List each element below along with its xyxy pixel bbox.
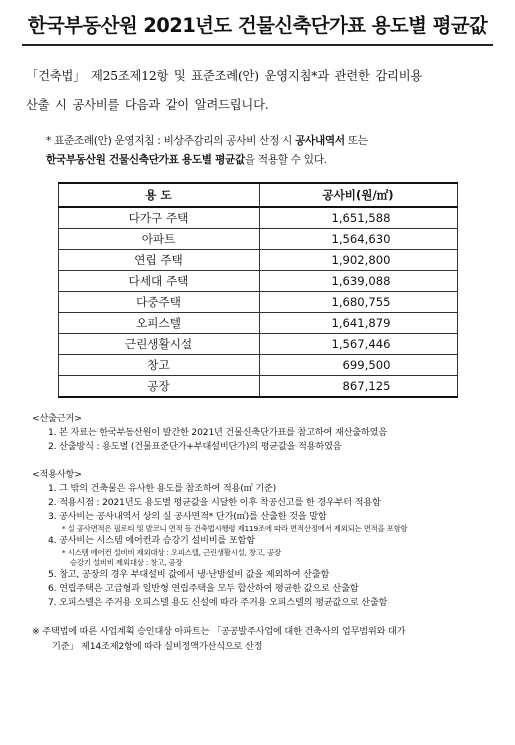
application-item: 7. 오피스텔은 주거용 오피스텔 용도 신설에 따라 주거용 오피스텔의 평균값으로 산출함 <box>48 597 388 608</box>
application-subnote: 승강기 설비비 제외대상 : 창고, 공장 <box>70 558 183 567</box>
usage-cell: 오피스텔 <box>58 313 259 334</box>
usage-cell: 공장 <box>58 376 259 398</box>
application-item: 3. 공사비는 공사내역서 상의 실 공사면적* 단가(㎡)를 산출한 것을 말함 <box>48 511 327 522</box>
basis-item: 2. 산출방식 : 용도별 (건물표준단가+부대설비단가)의 평균값을 적용하였음 <box>48 441 342 452</box>
usage-cell: 아파트 <box>58 229 259 250</box>
note-text-3: 을 적용할 수 있다. <box>244 154 327 166</box>
footnote-line-1: ※ 주택법에 따른 사업계획 승인대상 아파트는 「공공발주사업에 대한 건축사의 업무범위와 대가 <box>32 626 406 637</box>
cost-cell: 1,567,446 <box>259 334 457 355</box>
intro-line-2: 산출 시 공사비를 다음과 같이 알려드립니다. <box>26 98 269 112</box>
table-row <box>58 229 457 250</box>
table-row <box>58 313 457 334</box>
table-row <box>58 250 457 271</box>
basis-title: <산출근거> <box>32 413 82 424</box>
cost-cell: 699,500 <box>259 355 457 376</box>
usage-cell: 연립 주택 <box>58 250 259 271</box>
usage-cell: 다중주택 <box>58 292 259 313</box>
note-bold-2: 한국부동산원 건물신축단가표 용도별 평균값 <box>46 154 245 166</box>
table-row <box>58 292 457 313</box>
header-cost: 공사비(원/㎡) <box>259 183 457 207</box>
footnote <box>22 624 493 654</box>
basis-item: 1. 본 자료는 한국부동산원이 발간한 2021년 건물신축단가표를 참고하여 재산출하였음 <box>48 427 387 438</box>
table-header-row <box>58 183 457 207</box>
usage-cell: 다세대 주택 <box>58 271 259 292</box>
basis-section <box>22 412 493 454</box>
application-item: 1. 그 밖의 건축물은 유사한 용도를 참조하여 적용(㎡ 기준) <box>48 483 277 494</box>
cost-cell: 1,639,088 <box>259 271 457 292</box>
cost-cell: 1,651,588 <box>259 207 457 229</box>
usage-cell: 창고 <box>58 355 259 376</box>
footnote-line-2: 기준」 제14조제2항에 따라 실비정액가산식으로 산정 <box>52 641 263 652</box>
guideline-note <box>22 132 493 170</box>
header-usage: 용 도 <box>58 183 259 207</box>
table-row <box>58 207 457 229</box>
note-text-1: 표준조례(안) 운영지침 : 비상주감리의 공사비 산정 시 <box>54 135 296 147</box>
intro-line-1: 「건축법」 제25조제12항 및 표준조례(안) 운영지침*과 관련한 감리비용 <box>26 69 423 83</box>
application-subnote: * 실 공사면적은 필로티 및 발코니 면적 등 건축법시행령 제119조에 따라 면적산정에서 제외되는 면적을 포함함 <box>62 524 408 533</box>
cost-cell: 1,641,879 <box>259 313 457 334</box>
usage-cell: 근린생활시설 <box>58 334 259 355</box>
table-row <box>58 271 457 292</box>
usage-cell: 다가구 주택 <box>58 207 259 229</box>
cost-cell: 1,902,800 <box>259 250 457 271</box>
application-section <box>22 468 493 610</box>
application-item: 5. 창고, 공장의 경우 부대설비 값에서 냉·난방설비 값을 제외하여 산출함 <box>48 569 330 580</box>
construction-cost-table <box>58 182 458 398</box>
application-title: <적용사항> <box>32 469 82 480</box>
application-item: 2. 적용시점 : 2021년도 용도별 평균값을 시달한 이후 착공신고를 한 경우부터 적용함 <box>48 497 381 508</box>
application-item: 4. 공사비는 시스템 에어컨과 승강기 설비비를 포함함 <box>48 535 255 546</box>
table-row <box>58 376 457 398</box>
intro-paragraph <box>22 62 493 120</box>
note-text-2: 또는 <box>344 135 368 147</box>
cost-cell: 867,125 <box>259 376 457 398</box>
title-underline <box>22 44 493 46</box>
page-title: 한국부동산원 2021년도 건물신축단가표 용도별 평균값 <box>27 14 488 37</box>
note-bold-1: 공사내역서 <box>295 135 345 147</box>
cost-cell: 1,680,755 <box>259 292 457 313</box>
application-subnote: * 시스템 에어컨 설비비 제외대상 : 오피스텔, 근린생활시설, 창고, 공장 <box>62 548 281 557</box>
cost-cell: 1,564,630 <box>259 229 457 250</box>
table-row <box>58 355 457 376</box>
application-item: 6. 연립주택은 고급형과 일반형 연립주택을 모두 합산하여 평균한 값으로 산출함 <box>48 583 359 594</box>
note-marker: * <box>46 135 51 147</box>
table-row <box>58 334 457 355</box>
